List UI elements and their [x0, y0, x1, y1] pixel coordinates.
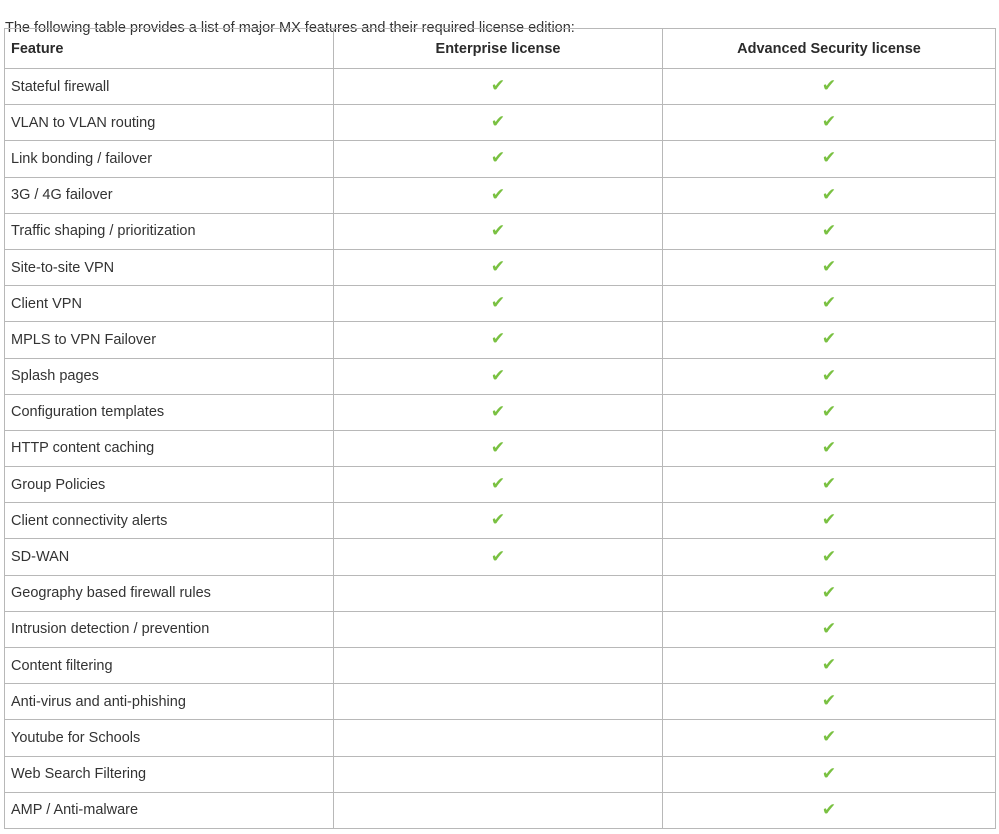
enterprise-license-cell: [334, 249, 663, 285]
enterprise-license-cell: [334, 69, 663, 105]
check-mark-icon: ✔: [821, 184, 837, 205]
advanced-security-license-cell: [663, 249, 996, 285]
license-features-table: [4, 28, 996, 829]
table-row: [5, 611, 996, 647]
table-row: [5, 756, 996, 792]
table-row: [5, 249, 996, 285]
enterprise-license-cell: [334, 720, 663, 756]
check-mark-icon: ✔: [821, 618, 837, 639]
feature-name: Link bonding / failover: [5, 141, 334, 177]
advanced-security-license-cell: [663, 69, 996, 105]
table-row: [5, 467, 996, 503]
check-mark-icon: ✔: [821, 112, 837, 133]
table-row: [5, 69, 996, 105]
check-mark-icon: ✔: [490, 184, 506, 205]
table-row: [5, 322, 996, 358]
check-mark-icon: ✔: [490, 510, 506, 531]
table-row: [5, 105, 996, 141]
check-mark-icon: ✔: [821, 76, 837, 97]
feature-name: SD-WAN: [5, 539, 334, 575]
check-mark-icon: ✔: [821, 582, 837, 603]
intro-text: The following table provides a list of major MX features and their required license edition:: [5, 19, 575, 36]
advanced-security-license-cell: [663, 467, 996, 503]
table-row: [5, 503, 996, 539]
table-row: [5, 286, 996, 322]
feature-name: Intrusion detection / prevention: [5, 611, 334, 647]
feature-name: Splash pages: [5, 358, 334, 394]
enterprise-license-cell: [334, 358, 663, 394]
check-mark-icon: ✔: [490, 546, 506, 567]
feature-name: Client VPN: [5, 286, 334, 322]
check-mark-icon: ✔: [490, 112, 506, 133]
check-mark-icon: ✔: [821, 220, 837, 241]
feature-name: AMP / Anti-malware: [5, 792, 334, 828]
check-mark-icon: ✔: [821, 293, 837, 314]
check-mark-icon: ✔: [821, 257, 837, 278]
table-row: [5, 575, 996, 611]
check-mark-icon: ✔: [821, 365, 837, 386]
table-row: [5, 720, 996, 756]
feature-name: Geography based firewall rules: [5, 575, 334, 611]
feature-name: Stateful firewall: [5, 69, 334, 105]
check-mark-icon: ✔: [490, 401, 506, 422]
header-enterprise-license: Enterprise license: [334, 29, 663, 69]
feature-name: Configuration templates: [5, 394, 334, 430]
feature-name: Youtube for Schools: [5, 720, 334, 756]
advanced-security-license-cell: [663, 539, 996, 575]
header-advanced-security-license: Advanced Security license: [663, 29, 996, 69]
enterprise-license-cell: [334, 792, 663, 828]
check-mark-icon: ✔: [821, 474, 837, 495]
check-mark-icon: ✔: [821, 401, 837, 422]
advanced-security-license-cell: [663, 575, 996, 611]
check-mark-icon: ✔: [821, 799, 837, 820]
table-row: [5, 430, 996, 466]
check-mark-icon: ✔: [490, 148, 506, 169]
table-row: [5, 394, 996, 430]
check-mark-icon: ✔: [821, 437, 837, 458]
enterprise-license-cell: [334, 684, 663, 720]
check-mark-icon: ✔: [490, 220, 506, 241]
table-row: [5, 358, 996, 394]
advanced-security-license-cell: [663, 648, 996, 684]
advanced-security-license-cell: [663, 503, 996, 539]
feature-name: Anti-virus and anti-phishing: [5, 684, 334, 720]
check-mark-icon: ✔: [821, 691, 837, 712]
advanced-security-license-cell: [663, 684, 996, 720]
check-mark-icon: ✔: [821, 763, 837, 784]
enterprise-license-cell: [334, 141, 663, 177]
advanced-security-license-cell: [663, 286, 996, 322]
advanced-security-license-cell: [663, 177, 996, 213]
table-row: [5, 141, 996, 177]
feature-name: Web Search Filtering: [5, 756, 334, 792]
check-mark-icon: ✔: [490, 437, 506, 458]
enterprise-license-cell: [334, 105, 663, 141]
enterprise-license-cell: [334, 539, 663, 575]
feature-name: Content filtering: [5, 648, 334, 684]
check-mark-icon: ✔: [821, 329, 837, 350]
check-mark-icon: ✔: [490, 257, 506, 278]
advanced-security-license-cell: [663, 322, 996, 358]
enterprise-license-cell: [334, 575, 663, 611]
advanced-security-license-cell: [663, 358, 996, 394]
table-header-row: [5, 29, 996, 69]
enterprise-license-cell: [334, 503, 663, 539]
check-mark-icon: ✔: [490, 293, 506, 314]
advanced-security-license-cell: [663, 611, 996, 647]
check-mark-icon: ✔: [821, 727, 837, 748]
advanced-security-license-cell: [663, 141, 996, 177]
table-row: [5, 648, 996, 684]
check-mark-icon: ✔: [821, 148, 837, 169]
feature-name: Client connectivity alerts: [5, 503, 334, 539]
advanced-security-license-cell: [663, 792, 996, 828]
table-row: [5, 684, 996, 720]
advanced-security-license-cell: [663, 105, 996, 141]
table-body: [5, 69, 996, 829]
advanced-security-license-cell: [663, 720, 996, 756]
table-row: [5, 213, 996, 249]
advanced-security-license-cell: [663, 756, 996, 792]
enterprise-license-cell: [334, 430, 663, 466]
check-mark-icon: ✔: [490, 329, 506, 350]
enterprise-license-cell: [334, 648, 663, 684]
enterprise-license-cell: [334, 394, 663, 430]
enterprise-license-cell: [334, 756, 663, 792]
table-row: [5, 177, 996, 213]
check-mark-icon: ✔: [490, 365, 506, 386]
feature-name: Site-to-site VPN: [5, 249, 334, 285]
check-mark-icon: ✔: [490, 474, 506, 495]
advanced-security-license-cell: [663, 430, 996, 466]
enterprise-license-cell: [334, 177, 663, 213]
enterprise-license-cell: [334, 213, 663, 249]
feature-name: Traffic shaping / prioritization: [5, 213, 334, 249]
table-row: [5, 539, 996, 575]
header-feature: Feature: [5, 29, 334, 69]
check-mark-icon: ✔: [490, 76, 506, 97]
feature-name: 3G / 4G failover: [5, 177, 334, 213]
check-mark-icon: ✔: [821, 546, 837, 567]
feature-name: HTTP content caching: [5, 430, 334, 466]
check-mark-icon: ✔: [821, 655, 837, 676]
feature-name: VLAN to VLAN routing: [5, 105, 334, 141]
advanced-security-license-cell: [663, 213, 996, 249]
advanced-security-license-cell: [663, 394, 996, 430]
table-row: [5, 792, 996, 828]
feature-name: Group Policies: [5, 467, 334, 503]
enterprise-license-cell: [334, 322, 663, 358]
check-mark-icon: ✔: [821, 510, 837, 531]
enterprise-license-cell: [334, 611, 663, 647]
enterprise-license-cell: [334, 467, 663, 503]
feature-name: MPLS to VPN Failover: [5, 322, 334, 358]
enterprise-license-cell: [334, 286, 663, 322]
